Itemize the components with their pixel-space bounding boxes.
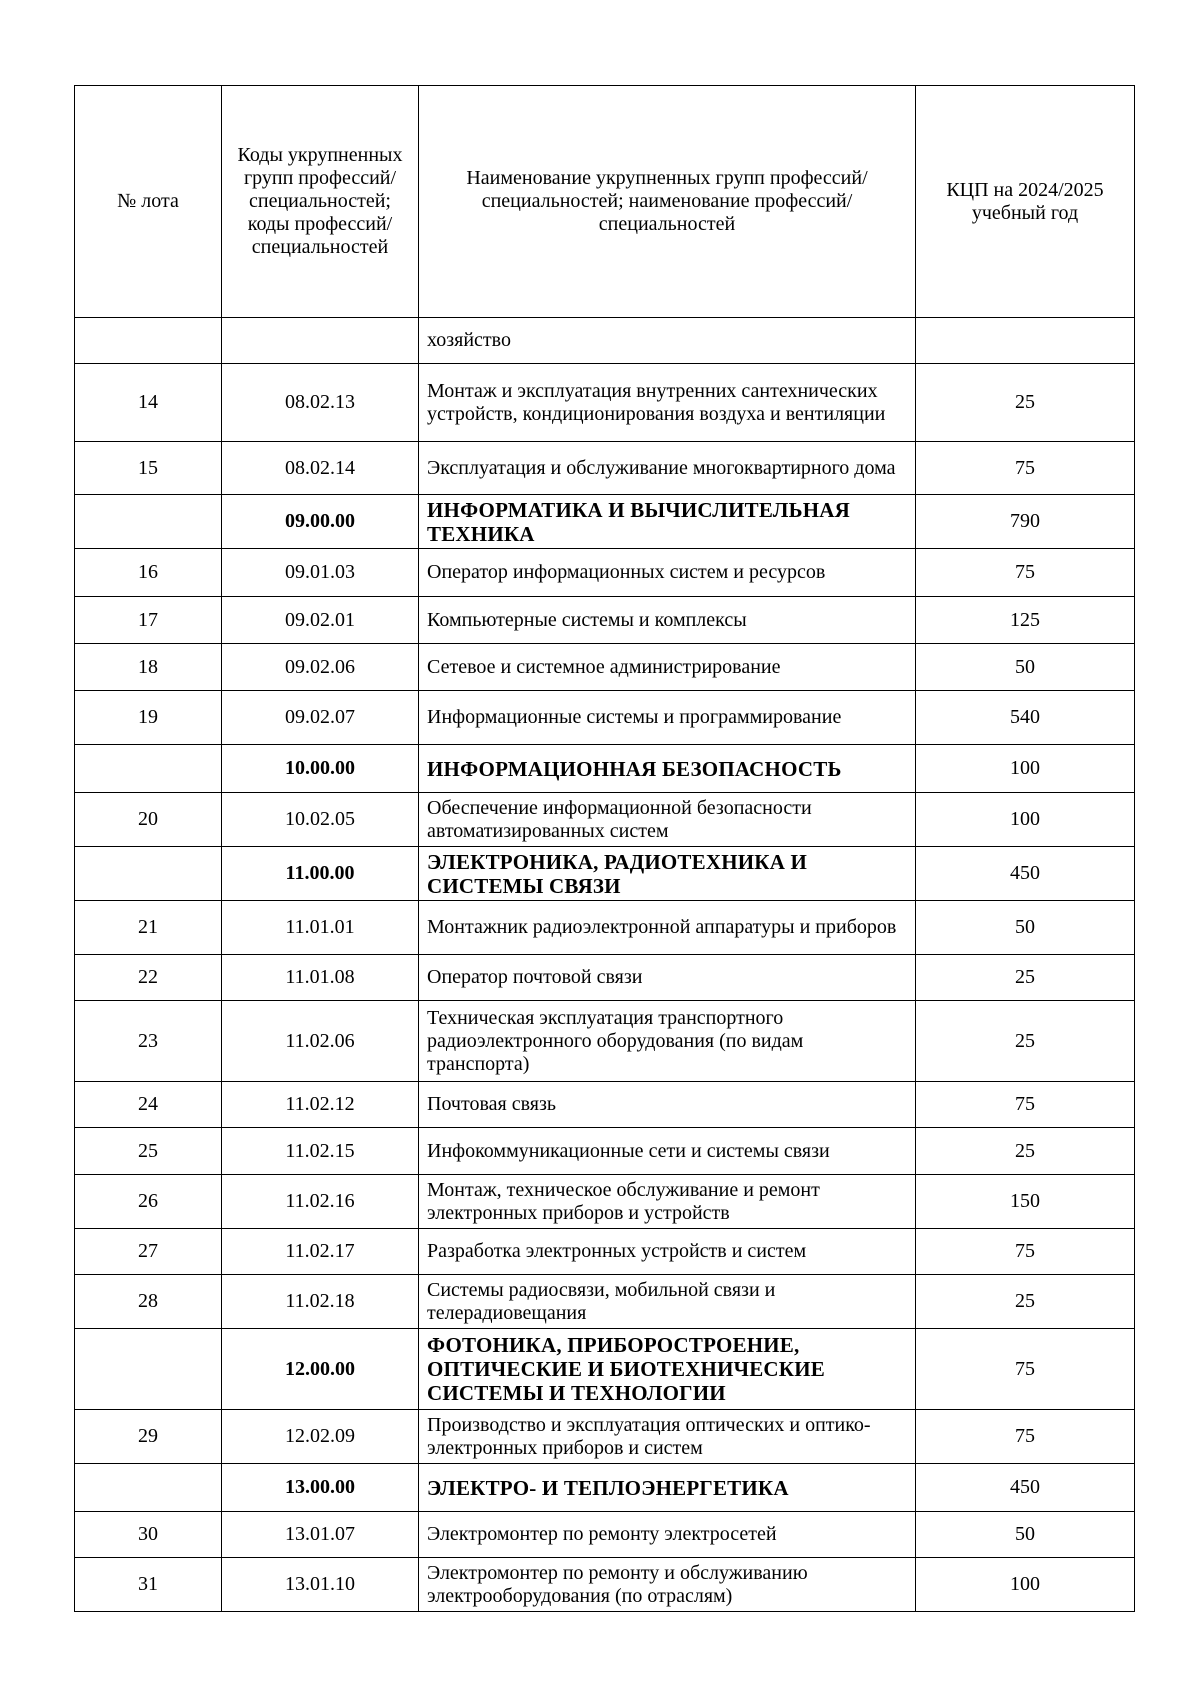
kcp-cell: 450: [916, 1464, 1135, 1512]
header-name: Наименование укрупненных групп профессий/ специальностей; наименование профессий/ специальностей: [419, 86, 916, 318]
lot-cell: [75, 1329, 222, 1410]
lot-cell: 29: [75, 1410, 222, 1464]
table-row: [75, 955, 1135, 1001]
lot-cell: 31: [75, 1558, 222, 1612]
code-cell: 11.01.01: [222, 901, 419, 955]
kcp-cell: 25: [916, 1001, 1135, 1082]
group-row: [75, 1464, 1135, 1512]
lot-cell: [75, 495, 222, 549]
group-row: [75, 745, 1135, 793]
kcp-cell: 75: [916, 1410, 1135, 1464]
code-cell: 11.02.12: [222, 1082, 419, 1128]
lot-cell: 20: [75, 793, 222, 847]
name-cell: Монтажник радиоэлектронной аппаратуры и приборов: [419, 901, 916, 955]
table-row: [75, 644, 1135, 691]
code-cell: 13.01.10: [222, 1558, 419, 1612]
lot-cell: [75, 745, 222, 793]
code-cell: 10.02.05: [222, 793, 419, 847]
name-cell: Электромонтер по ремонту электросетей: [419, 1512, 916, 1558]
kcp-cell: 100: [916, 793, 1135, 847]
code-cell: 13.01.07: [222, 1512, 419, 1558]
lot-cell: [75, 847, 222, 901]
header-kcp: КЦП на 2024/2025 учебный год: [916, 86, 1135, 318]
table-header-row: [75, 86, 1135, 318]
name-cell: ЭЛЕКТРО- И ТЕПЛОЭНЕРГЕТИКА: [419, 1464, 916, 1512]
name-cell: Техническая эксплуатация транспортного радиоэлектронного оборудования (по видам транспорта): [419, 1001, 916, 1082]
lot-cell: 16: [75, 549, 222, 597]
name-cell: ИНФОРМАТИКА И ВЫЧИСЛИТЕЛЬНАЯ ТЕХНИКА: [419, 495, 916, 549]
name-cell: ЭЛЕКТРОНИКА, РАДИОТЕХНИКА И СИСТЕМЫ СВЯЗИ: [419, 847, 916, 901]
name-cell: Электромонтер по ремонту и обслуживанию электрооборудования (по отраслям): [419, 1558, 916, 1612]
table-row: [75, 364, 1135, 442]
kcp-cell: 125: [916, 597, 1135, 644]
header-lot: № лота: [75, 86, 222, 318]
allocation-table: [74, 85, 1135, 1612]
lot-cell: 28: [75, 1275, 222, 1329]
name-cell: Почтовая связь: [419, 1082, 916, 1128]
lot-cell: 14: [75, 364, 222, 442]
code-cell: 09.00.00: [222, 495, 419, 549]
lot-cell: [75, 1464, 222, 1512]
code-cell: 11.02.06: [222, 1001, 419, 1082]
table-row: [75, 1175, 1135, 1229]
name-cell: Монтаж и эксплуатация внутренних сантехнических устройств, кондиционирования воздуха и вентиляции: [419, 364, 916, 442]
code-cell: 10.00.00: [222, 745, 419, 793]
code-cell: 12.00.00: [222, 1329, 419, 1410]
kcp-cell: 25: [916, 1128, 1135, 1175]
code-cell: 11.02.18: [222, 1275, 419, 1329]
code-cell: 11.02.17: [222, 1229, 419, 1275]
code-cell: 12.02.09: [222, 1410, 419, 1464]
kcp-cell: 75: [916, 549, 1135, 597]
table-row: [75, 691, 1135, 745]
kcp-cell: 50: [916, 1512, 1135, 1558]
lot-cell: [75, 318, 222, 364]
lot-cell: 18: [75, 644, 222, 691]
code-cell: 08.02.14: [222, 442, 419, 495]
lot-cell: 19: [75, 691, 222, 745]
table-row: [75, 901, 1135, 955]
kcp-cell: 150: [916, 1175, 1135, 1229]
code-cell: 09.02.01: [222, 597, 419, 644]
kcp-cell: [916, 318, 1135, 364]
code-cell: 13.00.00: [222, 1464, 419, 1512]
lot-cell: 25: [75, 1128, 222, 1175]
name-cell: Инфокоммуникационные сети и системы связи: [419, 1128, 916, 1175]
table-row: [75, 1275, 1135, 1329]
table-body: [75, 318, 1135, 1612]
name-cell: ФОТОНИКА, ПРИБОРОСТРОЕНИЕ, ОПТИЧЕСКИЕ И БИОТЕХНИЧЕСКИЕ СИСТЕМЫ И ТЕХНОЛОГИИ: [419, 1329, 916, 1410]
kcp-cell: 25: [916, 364, 1135, 442]
code-cell: 11.02.15: [222, 1128, 419, 1175]
kcp-cell: 50: [916, 901, 1135, 955]
lot-cell: 22: [75, 955, 222, 1001]
code-cell: 11.01.08: [222, 955, 419, 1001]
name-cell: Эксплуатация и обслуживание многоквартирного дома: [419, 442, 916, 495]
kcp-cell: 790: [916, 495, 1135, 549]
code-cell: 11.00.00: [222, 847, 419, 901]
kcp-cell: 50: [916, 644, 1135, 691]
table-row: [75, 793, 1135, 847]
group-row: [75, 847, 1135, 901]
group-row: [75, 1329, 1135, 1410]
code-cell: [222, 318, 419, 364]
name-cell: Компьютерные системы и комплексы: [419, 597, 916, 644]
table-row: [75, 318, 1135, 364]
kcp-cell: 75: [916, 442, 1135, 495]
name-cell: Оператор информационных систем и ресурсов: [419, 549, 916, 597]
lot-cell: 30: [75, 1512, 222, 1558]
name-cell: Системы радиосвязи, мобильной связи и телерадиовещания: [419, 1275, 916, 1329]
name-cell: Разработка электронных устройств и систем: [419, 1229, 916, 1275]
name-cell: Оператор почтовой связи: [419, 955, 916, 1001]
name-cell: ИНФОРМАЦИОННАЯ БЕЗОПАСНОСТЬ: [419, 745, 916, 793]
kcp-cell: 450: [916, 847, 1135, 901]
code-cell: 09.02.06: [222, 644, 419, 691]
kcp-cell: 540: [916, 691, 1135, 745]
kcp-cell: 75: [916, 1329, 1135, 1410]
lot-cell: 21: [75, 901, 222, 955]
code-cell: 08.02.13: [222, 364, 419, 442]
table-row: [75, 549, 1135, 597]
name-cell: хозяйство: [419, 318, 916, 364]
code-cell: 09.02.07: [222, 691, 419, 745]
lot-cell: 15: [75, 442, 222, 495]
name-cell: Сетевое и системное администрирование: [419, 644, 916, 691]
table-row: [75, 1558, 1135, 1612]
table-row: [75, 1001, 1135, 1082]
header-codes: Коды укрупненных групп профессий/ специальностей; коды профессий/ специальностей: [222, 86, 419, 318]
lot-cell: 24: [75, 1082, 222, 1128]
table-row: [75, 1128, 1135, 1175]
table-row: [75, 1410, 1135, 1464]
group-row: [75, 495, 1135, 549]
lot-cell: 27: [75, 1229, 222, 1275]
lot-cell: 17: [75, 597, 222, 644]
kcp-cell: 75: [916, 1082, 1135, 1128]
name-cell: Производство и эксплуатация оптических и оптико-электронных приборов и систем: [419, 1410, 916, 1464]
table-row: [75, 597, 1135, 644]
table-row: [75, 442, 1135, 495]
kcp-cell: 25: [916, 1275, 1135, 1329]
name-cell: Обеспечение информационной безопасности автоматизированных систем: [419, 793, 916, 847]
name-cell: Информационные системы и программирование: [419, 691, 916, 745]
kcp-cell: 100: [916, 1558, 1135, 1612]
table-row: [75, 1229, 1135, 1275]
table-row: [75, 1082, 1135, 1128]
code-cell: 09.01.03: [222, 549, 419, 597]
kcp-cell: 25: [916, 955, 1135, 1001]
kcp-cell: 100: [916, 745, 1135, 793]
name-cell: Монтаж, техническое обслуживание и ремонт электронных приборов и устройств: [419, 1175, 916, 1229]
kcp-cell: 75: [916, 1229, 1135, 1275]
lot-cell: 26: [75, 1175, 222, 1229]
lot-cell: 23: [75, 1001, 222, 1082]
code-cell: 11.02.16: [222, 1175, 419, 1229]
table-row: [75, 1512, 1135, 1558]
